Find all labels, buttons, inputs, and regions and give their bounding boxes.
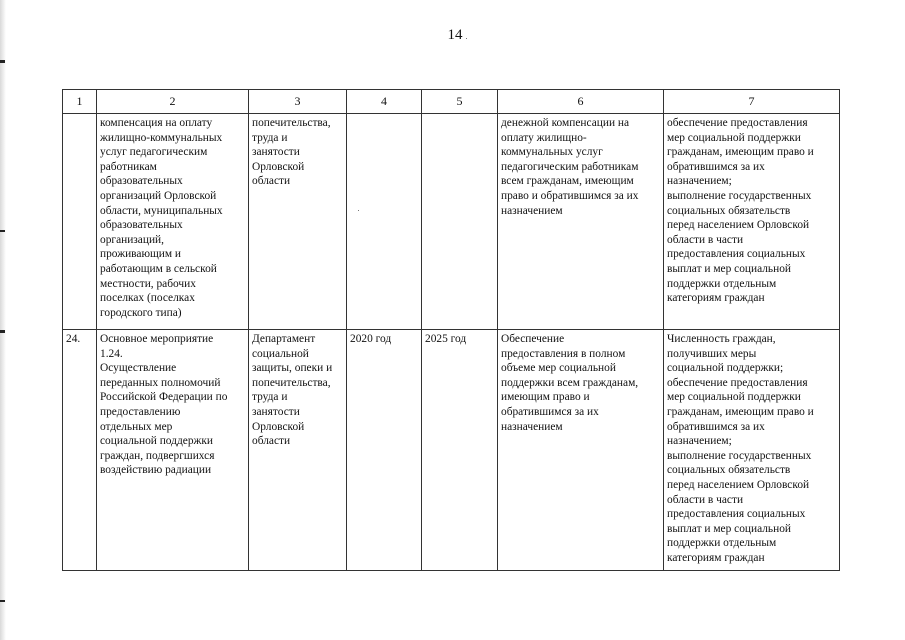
cell-executor: попечительства, труда и занятости Орловской области [249,114,347,330]
cell-indicators: Численность граждан, получивших меры социальной поддержки; обеспечение предоставления мер социальной поддержки гражданам, имеющим право и обратившимся за их назначением; выполнение государственных социальных обязательств перед населением Орловской области в части предоставления социальных выплат и мер социальной поддержки отдельным категориям граждан [664,330,840,571]
header-row [63,90,840,114]
cell-indicators: обеспечение предоставления мер социальной поддержки гражданам, имеющим право и обратившимся за их назначением; выполнение государственных социальных обязательств перед населением Орловской области в части предоставления социальных выплат и мер социальной поддержки отдельным категориям граждан [664,114,840,330]
cell-start-year: 2020 год [347,330,422,571]
scan-binding-mark [0,60,5,63]
table-row-continuation [63,114,840,330]
scan-binding-mark [0,230,5,232]
cell-start-year [347,114,422,330]
cell-expected-result: Обеспечение предоставления в полном объеме мер социальной поддержки всем гражданам, имеющим право и обратившимся за их назначением [498,330,664,571]
column-header-5: 5 [422,90,498,114]
column-header-7: 7 [664,90,840,114]
scan-binding-mark [0,600,5,602]
page-number: 14 [447,27,463,43]
column-header-1: 1 [63,90,97,114]
column-header-3: 3 [249,90,347,114]
cell-end-year [422,114,498,330]
scan-binding-mark [0,330,5,333]
column-header-4: 4 [347,90,422,114]
table-row-24 [63,330,840,571]
measures-table [62,89,840,571]
cell-end-year: 2025 год [422,330,498,571]
column-header-2: 2 [97,90,249,114]
cell-measure-name: Основное мероприятие 1.24. Осуществление переданных полномочий Российской Федерации по предоставлению отдельных мер социальной поддержки граждан, подвергшихся воздействию радиации [97,330,249,571]
column-header-6: 6 [498,90,664,114]
cell-measure-name: компенсация на оплату жилищно-коммунальных услуг педагогическим работникам образовательных организаций Орловской области, муниципальных образовательных организаций, проживающим и работающим в сельской местности, рабочих поселках (поселках городского типа) [97,114,249,330]
cell-number [63,114,97,330]
cell-number: 24. [63,330,97,571]
scan-left-edge-shadow [0,0,6,640]
cell-executor: Департамент социальной защиты, опеки и попечительства, труда и занятости Орловской области [249,330,347,571]
cell-expected-result: денежной компенсации на оплату жилищно- коммунальных услуг педагогическим работникам всем гражданам, имеющим право и обратившимся за их назначением [498,114,664,330]
